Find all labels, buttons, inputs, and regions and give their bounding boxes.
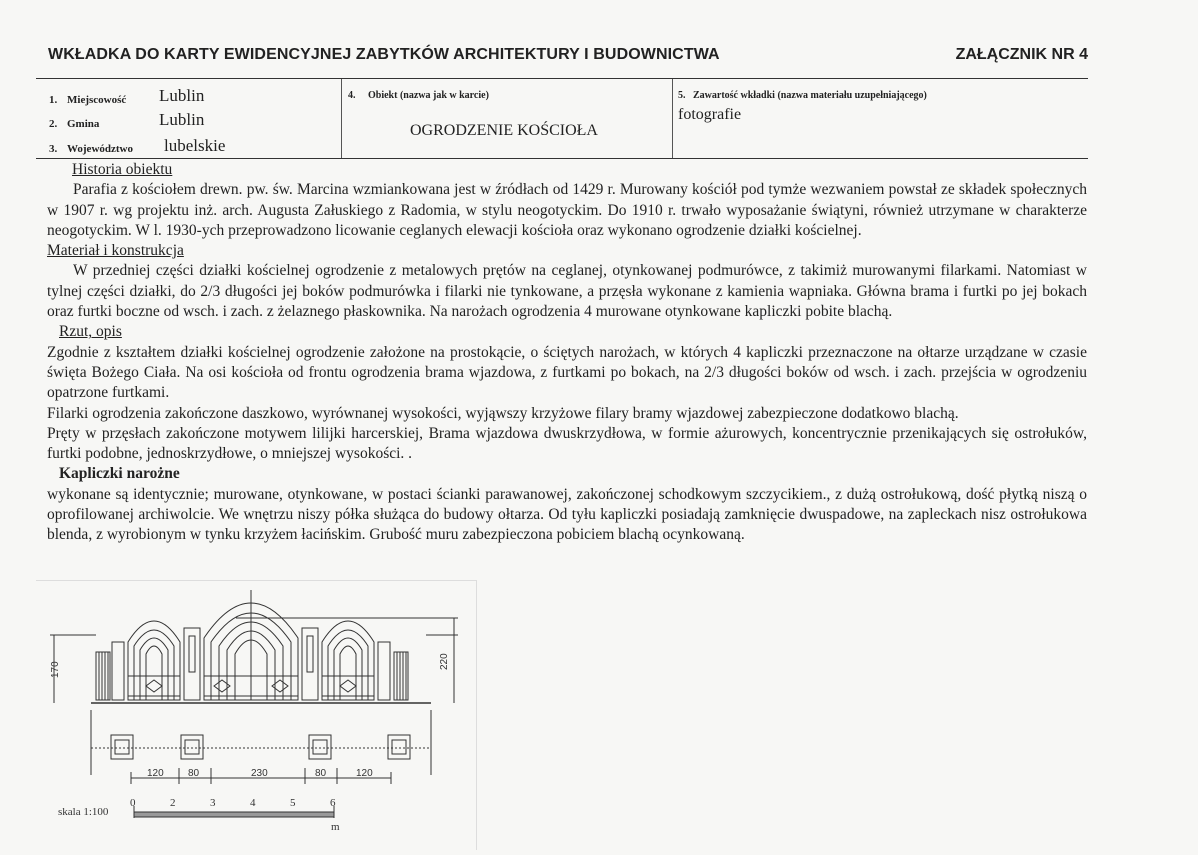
chapels-heading: Kapliczki narożne — [59, 465, 180, 483]
drawing-frame-right — [476, 580, 477, 850]
scale-tick: 0 — [130, 797, 136, 809]
field-locality-value: Lublin — [159, 86, 205, 105]
document-title: WKŁADKA DO KARTY EWIDENCYJNEJ ZABYTKÓW ARCHITEKTURY I BUDOWNICTWA — [48, 46, 720, 63]
plan-heading: Rzut, opis — [59, 323, 122, 341]
field-locality-label: 1. Miejscowość — [49, 94, 127, 106]
scale-tick: 5 — [290, 797, 296, 809]
drawing-frame-top — [36, 580, 476, 581]
gate-pillar — [302, 628, 318, 700]
document-header — [48, 44, 1088, 70]
scale-tick: 6 — [330, 797, 336, 809]
dim-label-right: 220 — [439, 653, 450, 670]
pillar — [112, 642, 124, 700]
plan-pillar — [111, 735, 133, 759]
field-object-label: 4. Obiekt (nazwa jak w karcie) — [348, 90, 489, 101]
scale-label: skala 1:100 — [58, 806, 109, 818]
field-voivodeship-label: 3. Województwo — [49, 143, 133, 155]
header-rule — [36, 78, 1088, 79]
chapels-paragraph: wykonane są identycznie; murowane, otynkowane, w postaci ścianki parawanowej, zakończonej schodkowym szczycikiem., z dużą ostrołukową, dość płytką niszą o oprofilowanej archiwolcie. We wnętrzu niszy półka służąca do budowy ołtarza. Od tyłu kapliczki posiadają zamknięcie dwuspadowe, na zapleckach nisz ostrołukowa blenda, z wyrobionym w tynku krzyżem łacińskim. Grubość muru zabezpieczona pobiciem blachą ocynkowaną. — [47, 485, 1087, 544]
fence-bars-right — [394, 652, 408, 700]
history-heading: Historia obiektu — [72, 161, 173, 178]
pillar — [378, 642, 390, 700]
field-contents-value: fotografie — [678, 106, 742, 123]
fence-bars-left — [96, 652, 110, 700]
dim-label-bottom: 80 — [188, 768, 200, 779]
dim-label-left: 170 — [50, 661, 61, 678]
field-commune-label: 2. Gmina — [49, 118, 100, 130]
side-gate-left — [128, 621, 180, 700]
column-divider — [672, 79, 673, 158]
scale-tick: 4 — [250, 797, 256, 809]
plan-paragraph-3: Pręty w przęsłach zakończone motywem lilijki harcerskiej, Brama wjazdowa dwuskrzydłowa, w formie ażurowych, koncentrycznie przenikających się ostrołuków, furtki podobne, jednoskrzydłowe, o mniejszej wysokości. . — [47, 424, 1087, 463]
side-gate-right — [322, 621, 374, 700]
plan-pillar — [309, 735, 331, 759]
scale-tick: 2 — [170, 797, 176, 809]
gate-pillar — [184, 628, 200, 700]
fence-elevation-drawing — [36, 580, 476, 850]
field-voivodeship-value: lubelskie — [164, 136, 226, 155]
column-divider — [341, 79, 342, 158]
scale-unit: m — [331, 821, 340, 833]
plan-paragraph-1: Zgodnie z kształtem działki kościelnej ogrodzenie założone na prostokącie, o ściętych narożach, w których 4 kapliczki przeznaczone na ołtarze urządzane w czasie święta Bożego Ciała. Na osi kościoła od frontu ogrodzenia brama wjazdowa, z furtkami po bokach, na 2/3 długości boków od wsch. i zach. przejścia w ogrodzeniu opatrzone furtkami. — [47, 343, 1087, 402]
dim-label-bottom: 120 — [356, 768, 373, 779]
material-paragraph: W przedniej części działki kościelnej ogrodzenie z metalowych prętów na ceglanej, otynkowanej podmurówce, z takimiż murowanymi filarkami. Natomiast w tylnej części działki, do 2/3 długości jej boków podmurówka i filarki nie tynkowane, a przęsła wykonane z kamienia wapniaka. Główna brama i furtki po jej bokach oraz furtki boczne od wsch. i zach. z żelaznego płaskownika. Na narożach ogrodzenia 4 murowane otynkowane kapliczki pobite blachą. — [47, 262, 1087, 321]
scale-bar — [134, 806, 334, 818]
plan-pillar — [181, 735, 203, 759]
attachment-number: ZAŁĄCZNIK NR 4 — [955, 46, 1088, 63]
fields-rule — [36, 158, 1088, 159]
field-contents-label: 5. Zawartość wkładki (nazwa materiału uzupełniającego) — [678, 90, 927, 101]
dim-label-bottom: 230 — [251, 768, 268, 779]
dim-label-bottom: 120 — [147, 768, 164, 779]
plan-pillar — [388, 735, 410, 759]
scale-tick: 3 — [210, 797, 216, 809]
field-commune-value: Lublin — [159, 110, 205, 129]
material-heading: Materiał i konstrukcja — [47, 242, 184, 260]
history-paragraph: Parafia z kościołem drewn. pw. św. Marcina wzmiankowana jest w źródłach od 1429 r. Murowany kościół pod tymże wezwaniem powstał ze składek społecznych w 1907 r. wg projektu inż. arch. Augusta Załuskiego z Radomia, w stylu neogotyckim. Do 1910 r. trwało wyposażanie świątyni, również utrzymane w charakterze neogotyckim. W l. 1930-ych przeprowadzono licowanie ceglanych elewacji kościoła oraz wykonano ogrodzenie działki kościelnej. — [47, 181, 1087, 239]
field-object-value: OGRODZENIE KOŚCIOŁA — [410, 122, 598, 139]
dim-label-bottom: 80 — [315, 768, 327, 779]
plan-paragraph-2: Filarki ogrodzenia zakończone daszkowo, wyrównanej wysokości, wyjąwszy krzyżowe filary bramy wjazdowej zabezpieczone dodatkowo blachą. — [47, 404, 959, 422]
elevation-svg — [36, 580, 476, 850]
document-body — [47, 160, 1087, 546]
main-gate — [204, 590, 298, 700]
